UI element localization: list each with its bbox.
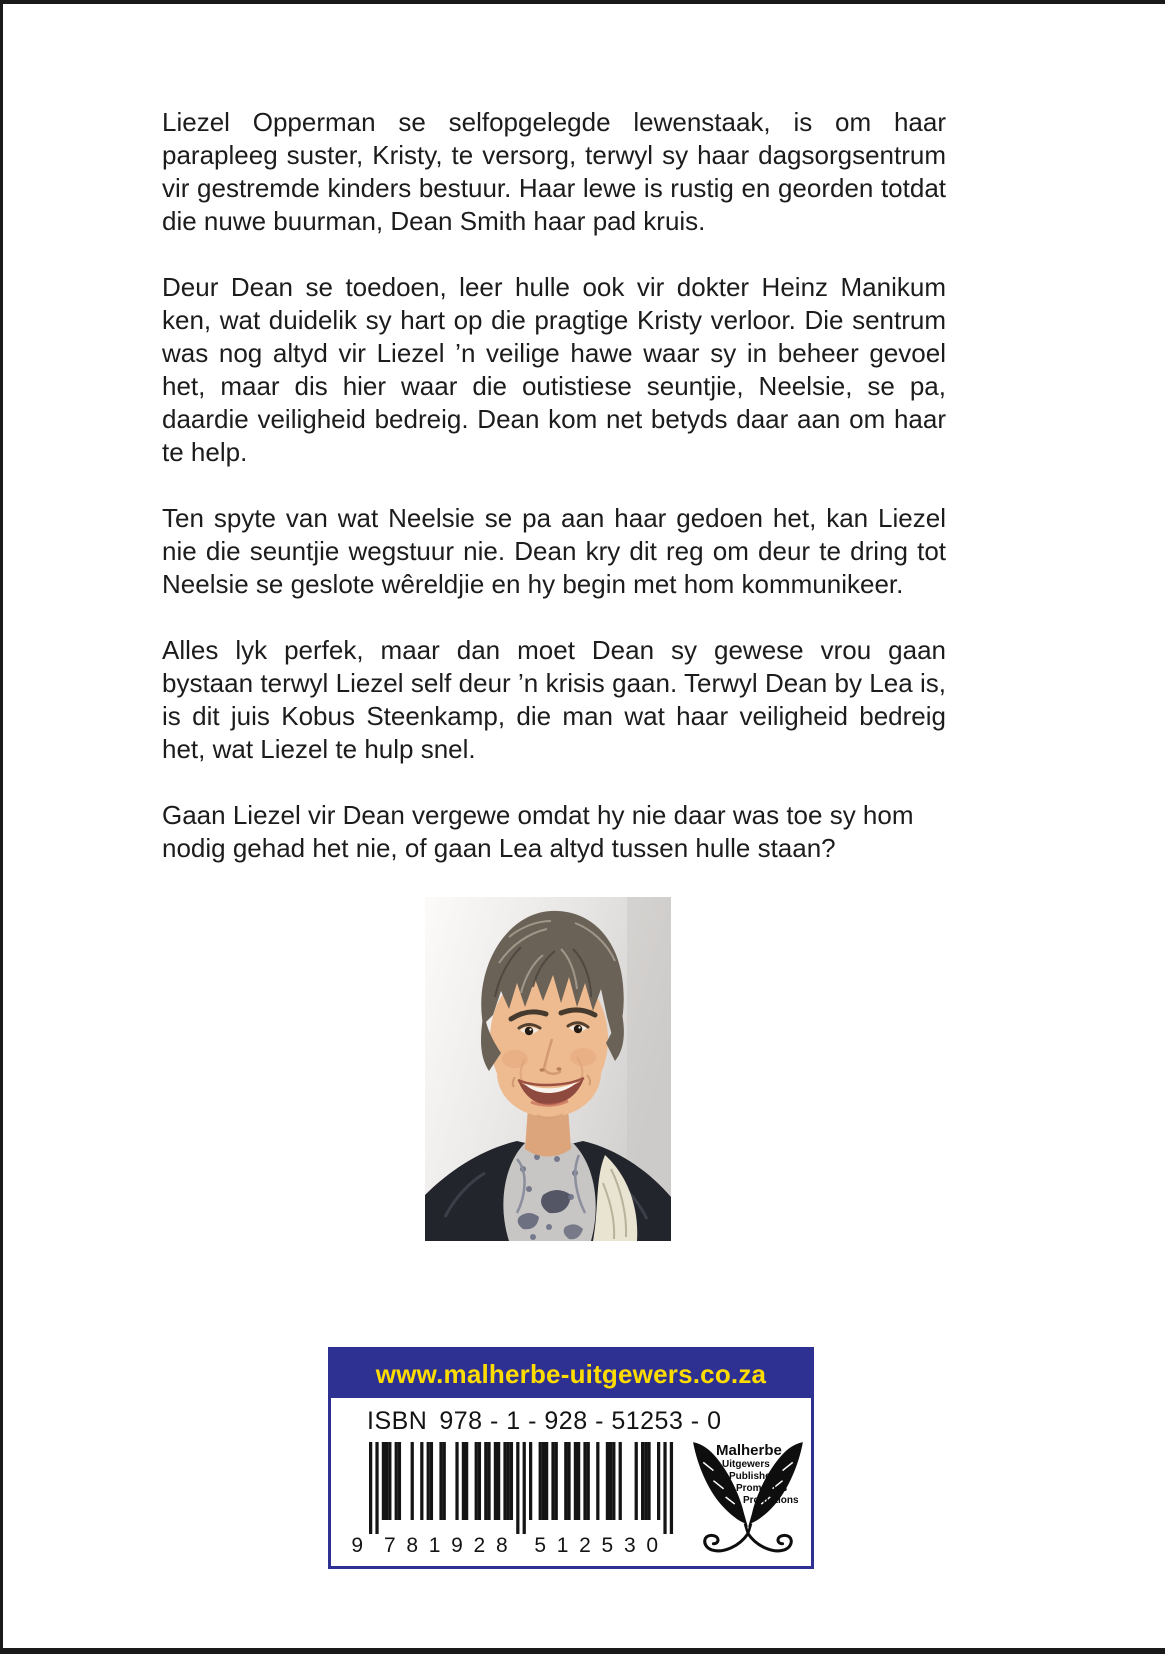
svg-text:5: 5 — [534, 1534, 547, 1557]
svg-text:0: 0 — [646, 1534, 659, 1557]
svg-text:1: 1 — [556, 1534, 569, 1557]
publisher-logo-text — [687, 1443, 809, 1507]
blurb-text-block — [162, 106, 946, 898]
svg-text:3: 3 — [623, 1534, 636, 1557]
isbn-line — [367, 1407, 721, 1436]
svg-text:5: 5 — [601, 1534, 614, 1557]
isbn-value: 978 - 1 - 928 - 51253 - 0 — [439, 1407, 722, 1435]
logo-line-promotions: Promotions — [743, 1495, 799, 1506]
logo-line-promosies: Promosies — [736, 1483, 788, 1494]
svg-text:1: 1 — [428, 1534, 441, 1557]
author-photo — [425, 897, 671, 1241]
svg-text:9: 9 — [351, 1534, 363, 1557]
barcode-bars — [349, 1442, 679, 1558]
logo-line-publishers: Publishers — [729, 1471, 781, 1482]
isbn-barcode-panel — [331, 1398, 811, 1566]
malherbe-logo — [687, 1438, 809, 1564]
publisher-website-url: www.malherbe-uitgewers.co.za — [375, 1358, 767, 1389]
ean13-barcode — [349, 1442, 679, 1558]
svg-text:8: 8 — [495, 1534, 508, 1557]
blurb-paragraph-1: Liezel Opperman se selfopgelegde lewenstaak, is om haar parapleeg suster, Kristy, te versorg, terwyl sy haar dagsorgsentrum vir gestremde kinders bestuur. Haar lewe is rustig en georden totdat die nuwe buurman, Dean Smith haar pad kruis. — [162, 107, 946, 236]
author-portrait-illustration — [425, 897, 671, 1241]
logo-line-uitgewers: Uitgewers — [722, 1459, 770, 1470]
logo-line-malherbe: Malherbe — [716, 1442, 782, 1459]
svg-text:2: 2 — [473, 1534, 486, 1557]
publisher-box — [328, 1347, 814, 1569]
svg-text:2: 2 — [579, 1534, 591, 1557]
blurb-paragraph-4: Alles lyk perfek, maar dan moet Dean sy gewese vrou gaan bystaan terwyl Liezel self deur ’n krisis gaan. Terwyl Dean by Lea is, is dit juis Kobus Steenkamp, die man wat haar veiligheid bedreig het, wat Liezel te hulp snel. — [162, 635, 946, 764]
blurb-paragraph-2: Deur Dean se toedoen, leer hulle ook vir dokter Heinz Manikum ken, wat duidelik sy hart op die pragtige Kristy verloor. Die sentrum was nog altyd vir Liezel ’n veilige hawe waar sy in beheer gevoel het, maar dis hier waar die outistiese seuntjie, Neelsie, se pa, daardie veiligheid bedreig. Dean kom net betyds daar aan om haar te help. — [162, 272, 946, 467]
blurb-paragraph-5: Gaan Liezel vir Dean vergewe omdat hy nie daar was toe sy hom nodig gehad het nie, of gaan Lea altyd tussen hulle staan? — [162, 800, 914, 863]
svg-text:8: 8 — [406, 1534, 419, 1557]
svg-text:9: 9 — [451, 1534, 463, 1557]
svg-text:7: 7 — [383, 1534, 396, 1557]
blurb-paragraph-3: Ten spyte van wat Neelsie se pa aan haar gedoen het, kan Liezel nie die seuntjie wegstuur nie. Dean kry dit reg om deur te dring tot Neelsie se geslote wêreldjie en hy begin met hom kommunikeer. — [162, 503, 946, 599]
publisher-website-banner — [331, 1350, 811, 1398]
isbn-label: ISBN — [367, 1407, 428, 1435]
